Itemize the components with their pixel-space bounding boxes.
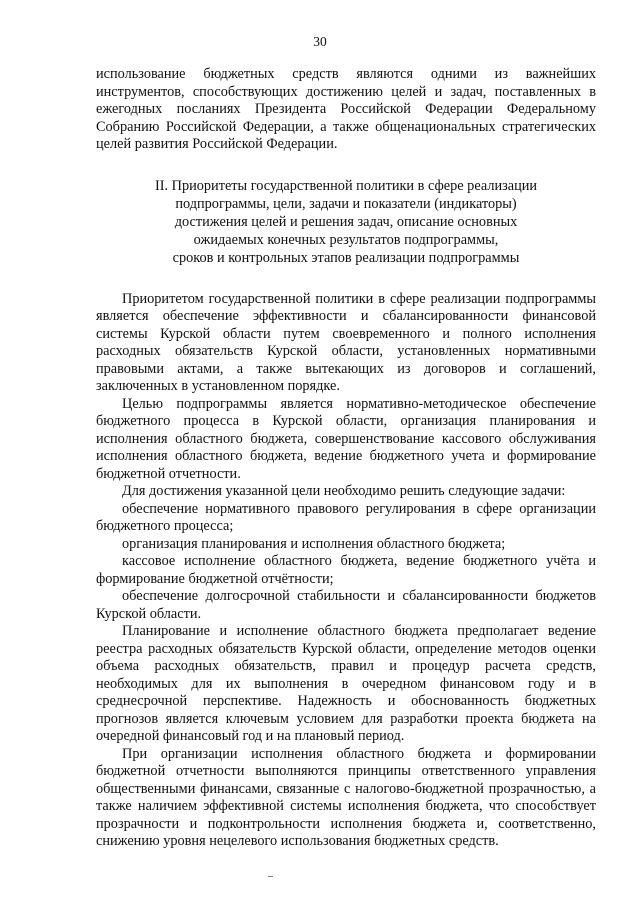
task-item-cash-execution: кассовое исполнение областного бюджета, ведение бюджетного учёта и формирование бюджетной отчётности; bbox=[96, 553, 596, 587]
section-heading-line: II. Приоритеты государственной политики в сфере реализации bbox=[154, 177, 538, 194]
body-paragraph-planning: Планирование и исполнение областного бюджета предполагает ведение реестра расходных обязательств Курской области, определение методов оценки объема расходных обязательств, правил и процедур расчета средств, необходимых для их выполнения в очередном финансовом году и в среднесрочной перспективе. Надежность и обоснованность бюджетных прогнозов является ключевым условием для разработки проекта бюджета на очередной финансовый год и на плановый период. bbox=[96, 623, 596, 744]
scan-mark bbox=[268, 876, 273, 877]
page-number: 30 bbox=[313, 34, 327, 49]
body-paragraph-execution: При организации исполнения областного бюджета и формировании бюджетной отчетности выполняются принципы ответственного управления общественными финансами, связанные с налогово-бюджетной прозрачностью, а также наличием эффективной системы исполнения бюджета, что способствует прозрачности и подконтрольности исполнения бюджета и, соответственно, снижению уровня нецелевого использования бюджетных средств. bbox=[96, 745, 596, 849]
document-body bbox=[96, 66, 596, 851]
body-paragraph-tasks-intro: Для достижения указанной цели необходимо решить следующие задачи: bbox=[122, 483, 566, 499]
intro-paragraph: использование бюджетных средств являются одними из важнейших инструментов, способствующих достижению целей и задач, поставленных в ежегодных посланиях Президента Российской Федерации Федеральному Собранию Российской Федерации, а также общенациональных стратегических целей развития Российской Федерации. bbox=[96, 66, 596, 152]
section-heading-line: достижения целей и решения задач, описание основных bbox=[174, 213, 518, 230]
task-item-regulation: обеспечение нормативного правового регулирования в сфере организации бюджетного процесса; bbox=[96, 500, 596, 534]
task-item-planning: организация планирования и исполнения областного бюджета; bbox=[122, 535, 506, 552]
task-item-stability: обеспечение долгосрочной стабильности и сбалансированности бюджетов Курской области. bbox=[96, 588, 596, 622]
section-heading-line: подпрограммы, цели, задачи и показатели (индикаторы) bbox=[175, 195, 517, 212]
body-paragraph-goal: Целью подпрограммы является нормативно-методическое обеспечение бюджетного процесса в Курской области, организация планирования и исполнения областного бюджета, совершенствование кассового обслуживания исполнения областного бюджета, ведение бюджетного учета и формирование бюджетной отчетности. bbox=[96, 395, 596, 482]
section-heading bbox=[96, 177, 596, 267]
body-paragraph-priority: Приоритетом государственной политики в сфере реализации подпрограммы является обеспечение эффективности и сбалансированности финансовой системы Курской области путем своевременного и полного исполнения расходных обязательств Курской области, установленных нормативными правовыми актами, а также вытекающих из договоров и соглашений, заключенных в установленном порядке. bbox=[96, 290, 596, 394]
section-heading-line: сроков и контрольных этапов реализации подпрограммы bbox=[172, 249, 520, 266]
section-heading-line: ожидаемых конечных результатов подпрограммы, bbox=[193, 231, 499, 248]
